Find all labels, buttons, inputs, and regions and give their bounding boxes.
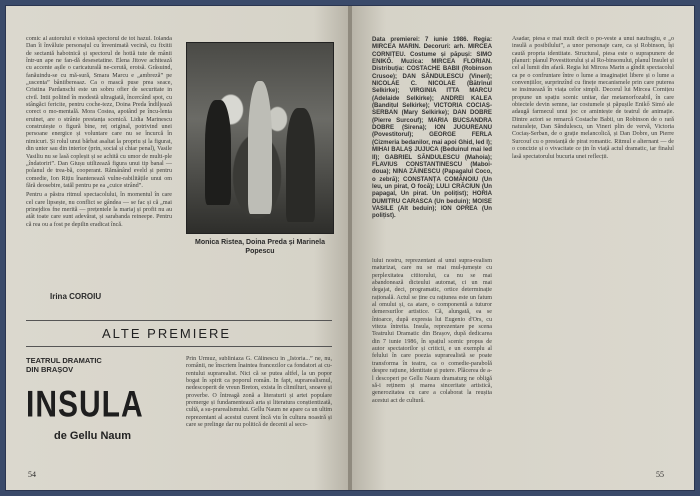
page-number-left: 54: [28, 470, 36, 479]
left-page: [6, 6, 348, 490]
review-paragraph-3: Prin Urmuz, subliniaza G. Călinescu în „Istoria...” ne, nu, românii, ne înscriem înaintea francezilor ca fondatori ai cu-rentului suprarealist. Nici că se putea altfel, la un popor bogat în spirit ca poporul român. In fapt, suprarealismul, nedescoperit de vreun Breton, exista în climilturi, snoave și proverbe. O întreagă zonă a literaturii și artei populare premerge și fundamentează arta și literatura conștientizată, cultă, a su-prarealismului. Gellu Naum ne apare ca un ultim reprezentant al acestui curent încă viu în cultura noastră și care se prelinge dar nu politică de decenii al seco-: [186, 356, 332, 429]
review-text-column-3: [372, 258, 492, 462]
credits-text: Data premierei: 7 iunie 1986. Regia: MIRCEA MARIN. Decoruri: arh. MIRCEA CORNIȚEU. Costume și păpuși: SIMO ENIKŐ. Muzica: MIRCEA FLORIAN. Distribuția: COSTACHE BABII (Robinson Crusoe); DAN SĂNDULESCU (Vineri); NICOLAE C. NICOLAE (Bătrînul Selkirke); VIRGINIA ITTA MARCU (Adelaide Selkirke); ANDREI KALEA (Bandițul Selkirke); VICTORIA COCIAȘ-SERBAN (Mary Selkirke); DAN DOBRE (Pierre Surcouf); MARIA BUCSANDRA DOBRE (Sirena); ION JUGUREANU (Povestitorul); GEORGE FERLA (Cizmeria bedanilor, mai apoi Ghid, led I); MIHAI BALAȘ JUJUCA (Beduinul mai led II); GABRIEL SĂNDULESCU (Mahoia); FLAVIUS CONSTANTINESCU (Maboi-doua); NINA ZĂINESCU (Papagalul Coco, o zebră); CONSTANȚA COMĂNOIU (Un leu, un pirat, O focă); LULI CRĂCIUN (Un papagal, Un pirat. Un polițist); HORIA DUMITRU CARASCA (Un beduin); MOISE VASILE (Alt beduin); ION OPREA (Un polițist).: [372, 36, 492, 220]
play-title: INSULA: [26, 384, 144, 426]
section-divider-bottom: [26, 346, 332, 347]
section-divider-top: [26, 320, 332, 321]
review-author: Irina COROIU: [50, 292, 102, 301]
review-text-column-4: [512, 36, 674, 462]
section-title: ALTE PREMIERE: [102, 326, 232, 341]
production-credits: [372, 36, 492, 248]
theatre-name: TEATRUL DRAMATIC DIN BRAȘOV: [26, 356, 102, 374]
photo-caption: Monica Ristea, Doina Preda și Marinela Popescu: [195, 239, 325, 255]
production-photo: [186, 42, 334, 234]
page-number-right: 55: [656, 470, 664, 479]
photo-figure-left: [205, 100, 231, 205]
review-paragraph-5: Asadar, piesa e mai mult decît o po-veste a unui naufragiu, e „o insulă a posibilului”, a unor personaje care, ca și Robinson, își caută propria identitate. Structural, piesa este o suprapunere de planuri: planul Povestitorului și al Ro-binsonului, planul Insulei și cel al lumii din afară. Regia lui Mircea Marin a gîndit spectacolul ca pe o confruntare între o lume a imaginației libere și o lume a convențiilor, surprinzînd cu finețe mecanismele prin care puterea se insinuează în viața celor simpli. Decorul lui Mircea Cornițeu propune un spațiu scenic unitar, dar metamorfozabil, în care obiectele devin semne, iar costumele și păpușile Enikő Simó ale adaugă farmecul unui joc ce amintește de teatrul de animație. Dintre actori se remarcă Costache Babii, un Robinson de o rară naturalețe, Dan Săndulescu, un Vineri plin de vervă, Victoria Cociaș-Serban, de o grație melancolică, și Dan Dobre, un Pierre Surcouf cu o prestanță de pirat romantic. Ritmul e alternant — de o concizie și o vivacitate ce țin în viață actul dramatic, iar finalul lasă spectatorului bucuria unei reflecții.: [512, 36, 674, 160]
review-text-column-2: [186, 356, 332, 462]
magazine-spread: [6, 6, 694, 490]
review-paragraph: comic al autorului e vioiusă spectorul de tot hazul. Iolanda Dan îi învăluie personajul cu învenimată vecină, cu fixitii de sectantă habotnică și spectorul de hotiă tute de mânii într-un ape ne fan-dă desesetatine. Elena Jitove achitează cu accente așile o caricaturală ne-cerută, eroisă. Grăsuind, fanăuindu-se cu mă-sură, Smara Marcu e „ambreză” pe „uscenta” bâniibereaaz. Ca o mască puse prea seace, Cristina Pardanschi este un sobru ofier de securitate in civil. Intii poliind în modestă ultragiată, încercând spot, cu stângăci fericite, pentru coche-tezz, Doina Preda îndiljează corect o mo-mentală. Mora Costea, apoiând pe încu-lenta eruinet, are o strânie prestanța scenică. Lidia Marinescu construiește o figură bine, reț original, potrivind unei persoane energice și voluntare care nu se încurcă în nimicuri. Și rolul unui bărbat asaltat la propriu și la figurat, din unter sau din interior (prin, social și chiar penal), Vasile Vasiliu nu se lasă copleșit și se achită cu umor de multi-ple „îndatoriri”. Dan Giușu utilizează figura unui tip banal — polanul de trea-bă, cooperant. Rămânând eveld și pentru comedie, Ion Rițiu înantenează vulne-rabilitățile unui om fără deosebire, tatăl pentru pe ea „cuice strând”.: [26, 36, 172, 189]
right-page: [352, 6, 694, 490]
photo-figure-right: [286, 108, 315, 222]
review-paragraph-4: lului nostru, reprezentant al unui supra-realism maturizat, care nu se mai mul-țumește cu perplexitatea cititorului, ca nu se mai abandonează dicteului automat, ci un mai degajat, deci, programatic, ortice determinație rațională. Actul se ține cu rațiunea este un fatum al omului și, ca atare, o componentă a tuturor demersurilor artistice. Că, alungată, ea se întoarce, după expresia lui Eugenio d'Ors, cu viteza întreita. Insula, reprezentare pe scena Teatrului Dramatic din Brașov, după dedicarea din 7 iunie 1986, în spațiul scenic propus de autor spectatorilor și criticii, e un exemplu al felului în care poezia suprarealistă se poate transforma în teatru, ca o comedie-parabolă despre rațiune, identitate și putere. Plăcerea de a-l descoperi pe Gellu Naum dramaturg ne obligă să-i reținem și marea sinceritate artistică, generozitatea cu care a colaborat la reușita acestui act de cultură.: [372, 258, 492, 404]
play-byline: de Gellu Naum: [54, 430, 132, 442]
review-text-column-1: [26, 36, 172, 268]
review-paragraph-2: Pentru a păstra ritmul spectacolului, în momentul în care cel care lipsește, nu conflict se gândea — se fac și că „mai prinejdios fne merită — prețentele la mariaj și profit nu au atât toate care sunt adevărat, și sarabanda reineepe. Pentru că rea ou a fost pe depilin eradicat încă.: [26, 192, 172, 228]
photo-figure-center: [248, 81, 271, 214]
